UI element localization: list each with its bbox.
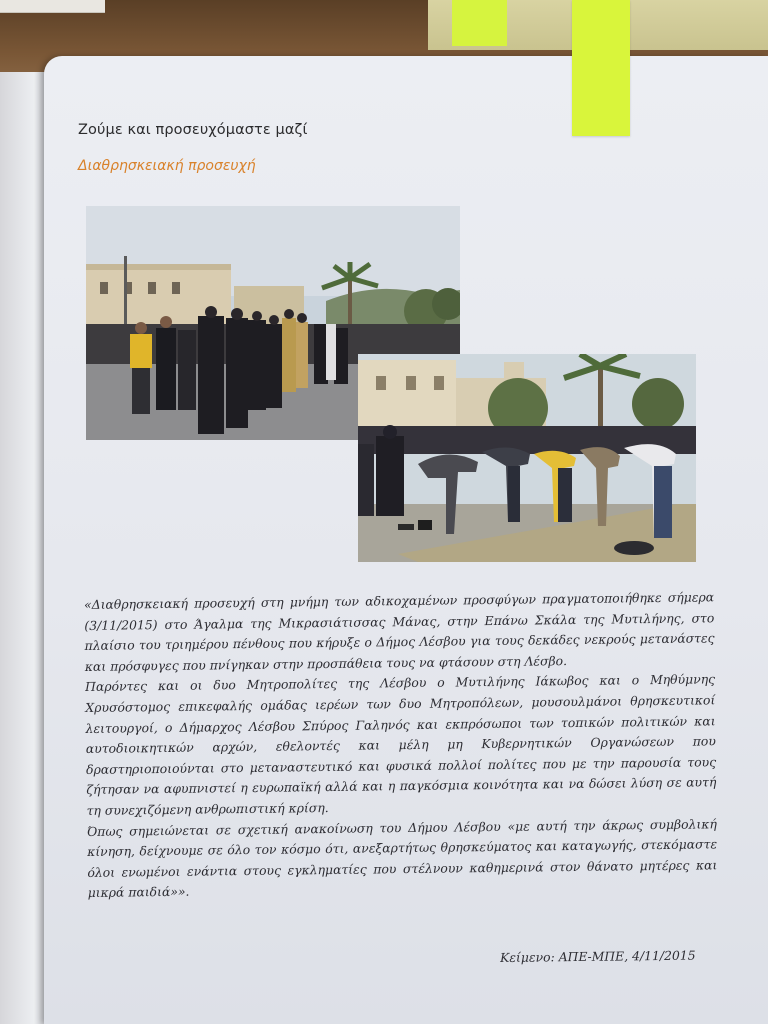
article-paragraph: Παρόντες και οι δυο Μητροπολίτες της Λέσβου ο Μυτιλήνης Ιάκωβος και ο Μηθύμνης Χρυσόστομος επικεφαλής ομάδας ιερέων των δυο Μητροπόλεων, μουσουλμάνοι θρησκευτικοί λειτουργοί, ο Δήμαρχος Λέσβου Σπύρος Γαληνός και εκπρόσωποι των τοπικών πολιτικών και αυτοδιοικητικών αρχών, εθελοντές και μέλη μη Κυβερνητικών Οργανώσεων που δραστηριοποιούνται στο μεταναστευτικό και φυσικά πολλοί πολίτες που με την παρουσία τους ζήτησαν να αφυπνιστεί η ευρωπαϊκή αλλά και η παγκόσμια κοινότητα και να δώσει λύση σε αυτή τη συνεχιζόμενη ανθρωπιστική κρίση. [85, 671, 717, 818]
article-paragraph: Όπως σημειώνεται σε σχετική ανακοίνωση του Δήμου Λέσβου «με αυτή την άκρως συμβολική κίνηση, δείχνουμε σε όλο τον κόσμο ότι, ανεξαρτήτως θρησκεύματος και καταγωγής, στεκόμαστε όλοι ενωμένοι ενάντια στους εγκληματίες που στέλνουν καθημερινά στον θάνατο μητέρες και μικρά παιδιά»». [86, 815, 718, 901]
sticky-tab [452, 0, 507, 46]
article-credit: Κείμενο: ΑΠΕ-ΜΠΕ, 4/11/2015 [500, 947, 696, 965]
section-title: Ζούμε και προσευχόμαστε μαζί [78, 122, 308, 138]
sticky-tab [572, 0, 630, 136]
subsection-title: Διαθρησκειακή προσευχή [78, 158, 256, 174]
article-body [84, 587, 718, 904]
muslims-praying-photo [358, 354, 696, 562]
left-page-edge [0, 72, 48, 1024]
article-paragraph: «Διαθρησκειακή προσευχή στη μνήμη των αδικοχαμένων προσφύγων πραγματοποιήθηκε σήμερα (3/11/2015) στο Άγαλμα της Μικρασιάτισσας Μάνας, στην Επάνω Σκάλα της Μυτιλήνης, στο πλαίσιο του τριημέρου πένθους που κήρυξε ο Δήμος Λέσβου για τους δεκάδες νεκρούς μετανάστες και πρόσφυγες που πνίγηκαν στην προσπάθεια τους να φτάσουν στη Λέσβο. [84, 589, 715, 674]
paper-corner [0, 0, 105, 13]
